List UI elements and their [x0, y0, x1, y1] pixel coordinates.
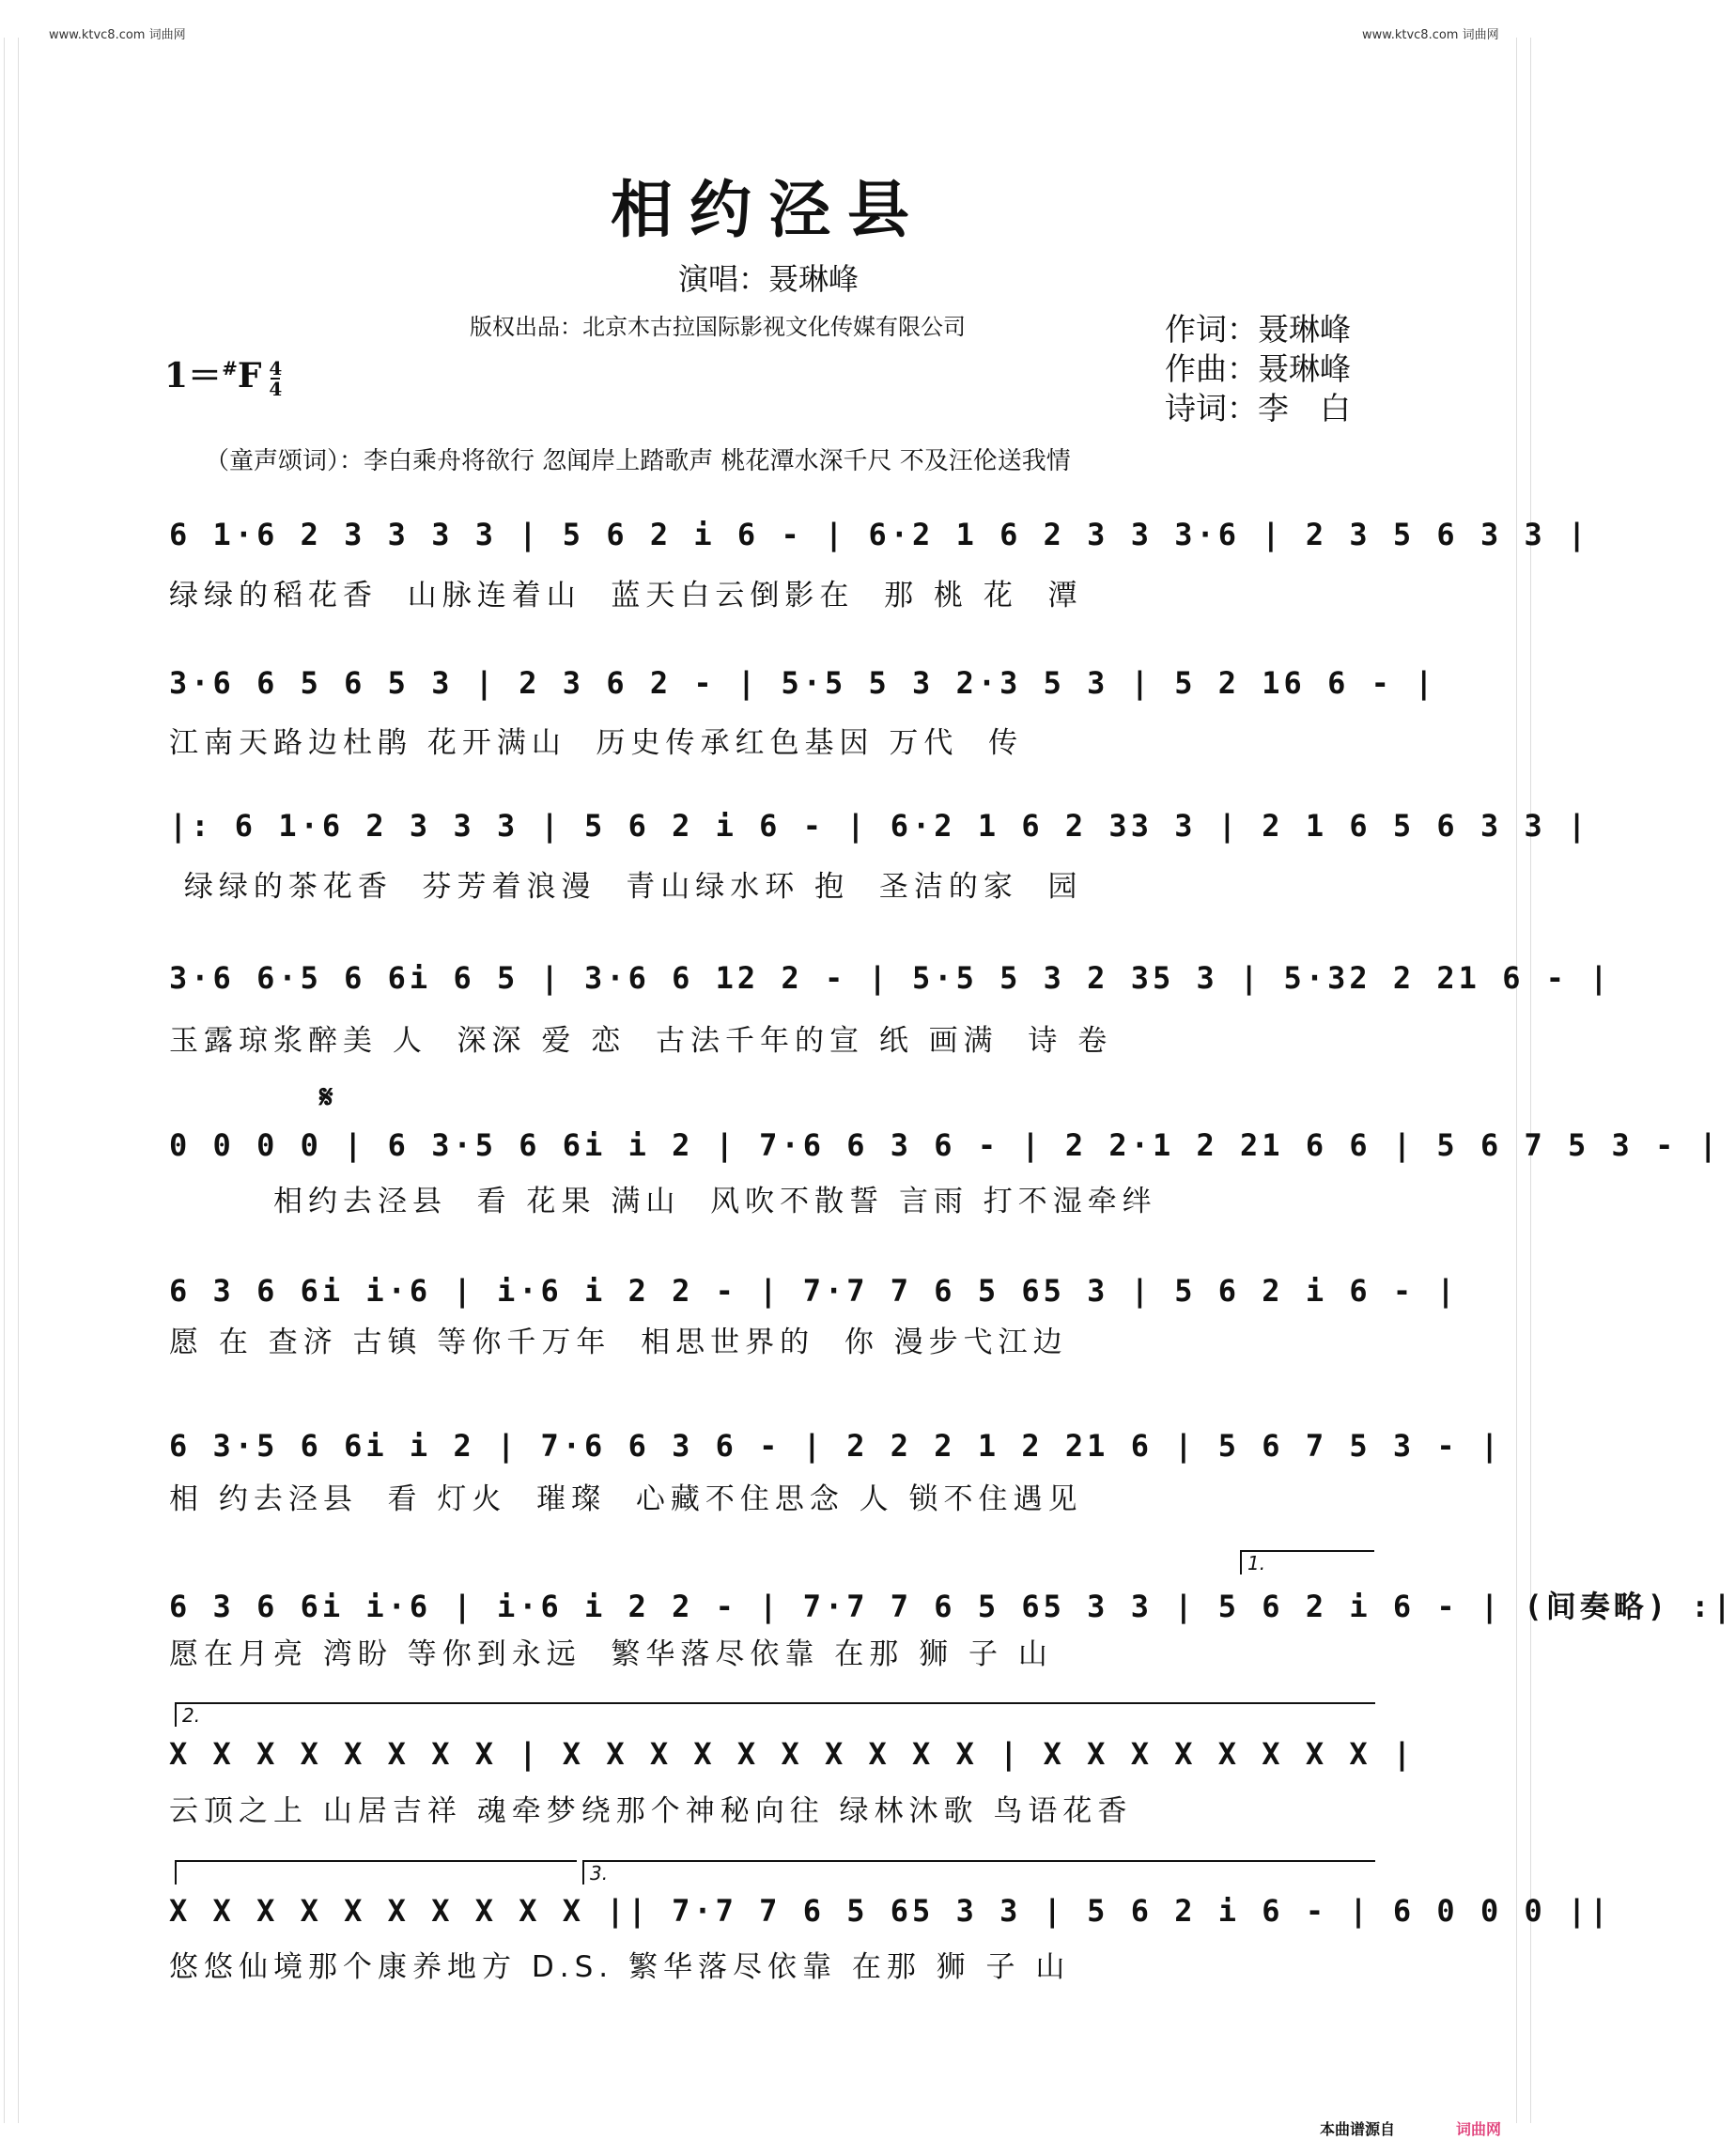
second-ending-continued — [175, 1860, 577, 1885]
watermark-strip-left — [4, 38, 19, 2123]
copyright: 版权出品：北京木古拉国际影视文化传媒有限公司 — [470, 314, 966, 340]
lyric-line-5: 相约去泾县 看 花果 满山 风吹不散誓 言雨 打不湿牵绊 — [169, 1185, 1157, 1218]
second-ending: 2. — [175, 1702, 1375, 1727]
notation-line-2: 3·6 6 5 6 5 3 | 2 3 6 2 - | 5·5 5 3 2·3 5 3 | 5 2 16 6 - | — [169, 665, 1437, 701]
site-url-left: www.ktvc8.com 词曲网 — [49, 28, 186, 42]
notation-line-10: X X X X X X X X X X || 7·7 7 6 5 65 3 3 | 5 6 2 i 6 - | 6 0 0 0 || — [169, 1893, 1612, 1929]
composer: 作曲：聂琳峰 — [1165, 350, 1351, 387]
notation-line-7: 6 3·5 6 6i i 2 | 7·6 6 3 6 - | 2 2 2 1 2 21 6 | 5 6 7 5 3 - | — [169, 1428, 1503, 1464]
third-ending: 3. — [582, 1860, 1375, 1885]
notation-line-3: |: 6 1·6 2 3 3 3 | 5 6 2 i 6 - | 6·2 1 6 2 33 3 | 2 1 6 5 6 3 3 | — [169, 808, 1590, 844]
segno-sign: 𝄋 — [319, 1078, 333, 1116]
lyric-line-6: 愿 在 查济 古镇 等你千万年 相思世界的 你 漫步弋江边 — [169, 1326, 1068, 1359]
footer-logo[interactable]: 词曲网 — [1456, 2120, 1502, 2138]
notation-line-1: 6 1·6 2 3 3 3 3 | 5 6 2 i 6 - | 6·2 1 6 2 3 3 3·6 | 2 3 5 6 3 3 | — [169, 517, 1590, 552]
lyric-line-3: 绿绿的茶花香 芬芳着浪漫 青山绿水环 抱 圣洁的家 园 — [169, 870, 1083, 904]
time-signature: $\frac{4}{4}$ — [269, 357, 283, 400]
poem-author: 诗词：李 白 — [1165, 390, 1351, 427]
notation-line-6: 6 3 6 6i i·6 | i·6 i 2 2 - | 7·7 7 6 5 65 3 | 5 6 2 i 6 - | — [169, 1273, 1459, 1309]
lyric-line-1: 绿绿的稻花香 山脉连着山 蓝天白云倒影在 那 桃 花 潭 — [169, 579, 1083, 613]
notation-line-4: 3·6 6·5 6 6i 6 5 | 3·6 6 12 2 - | 5·5 5 3 2 35 3 | 5·32 2 21 6 - | — [169, 960, 1612, 996]
watermark-strip-right — [1516, 38, 1531, 2123]
notation-line-8: 6 3 6 6i i·6 | i·6 i 2 2 - | 7·7 7 6 5 65 3 3 | 5 6 2 i 6 - | (间奏略) :| — [169, 1589, 1735, 1624]
notation-line-5: 0 0 0 0 | 6 3·5 6 6i i 2 | 7·6 6 3 6 - | 2 2·1 2 21 6 6 | 5 6 7 5 3 - | — [169, 1127, 1721, 1163]
first-ending: 1. — [1240, 1550, 1374, 1574]
notation-line-9: X X X X X X X X | X X X X X X X X X X | X X X X X X X X | — [169, 1736, 1416, 1772]
site-url-right: www.ktvc8.com 词曲网 — [1362, 28, 1499, 42]
key-signature: $1=^{\#}F \frac{4}{4}$ — [164, 356, 283, 400]
lyric-line-10: 悠悠仙境那个康养地方 D.S. 繁华落尽依靠 在那 狮 子 山 — [169, 1950, 1071, 1984]
intro-text: （童声颂词）：李白乘舟将欲行 忽闻岸上踏歌声 桃花潭水深千尺 不及汪伦送我情 — [205, 447, 1071, 475]
lyric-line-7: 相 约去泾县 看 灯火 璀璨 心藏不住思念 人 锁不住遇见 — [169, 1482, 1083, 1516]
singer: 演唱：聂琳峰 — [677, 261, 859, 297]
lyric-line-8: 愿在月亮 湾盼 等你到永远 繁华落尽依靠 在那 狮 子 山 — [169, 1637, 1053, 1671]
lyric-line-4: 玉露琼浆醉美 人 深深 爱 恋 古法千年的宣 纸 画满 诗 卷 — [169, 1024, 1113, 1058]
footer-source: 本曲谱源自 — [1320, 2120, 1396, 2138]
song-title: 相约泾县 — [611, 173, 926, 246]
lyric-line-9: 云顶之上 山居吉祥 魂牵梦绕那个神秘向往 绿林沐歌 鸟语花香 — [169, 1794, 1133, 1828]
lyricist: 作词：聂琳峰 — [1165, 311, 1351, 348]
lyric-line-2: 江南天路边杜鹃 花开满山 历史传承红色基因 万代 传 — [169, 726, 1024, 760]
